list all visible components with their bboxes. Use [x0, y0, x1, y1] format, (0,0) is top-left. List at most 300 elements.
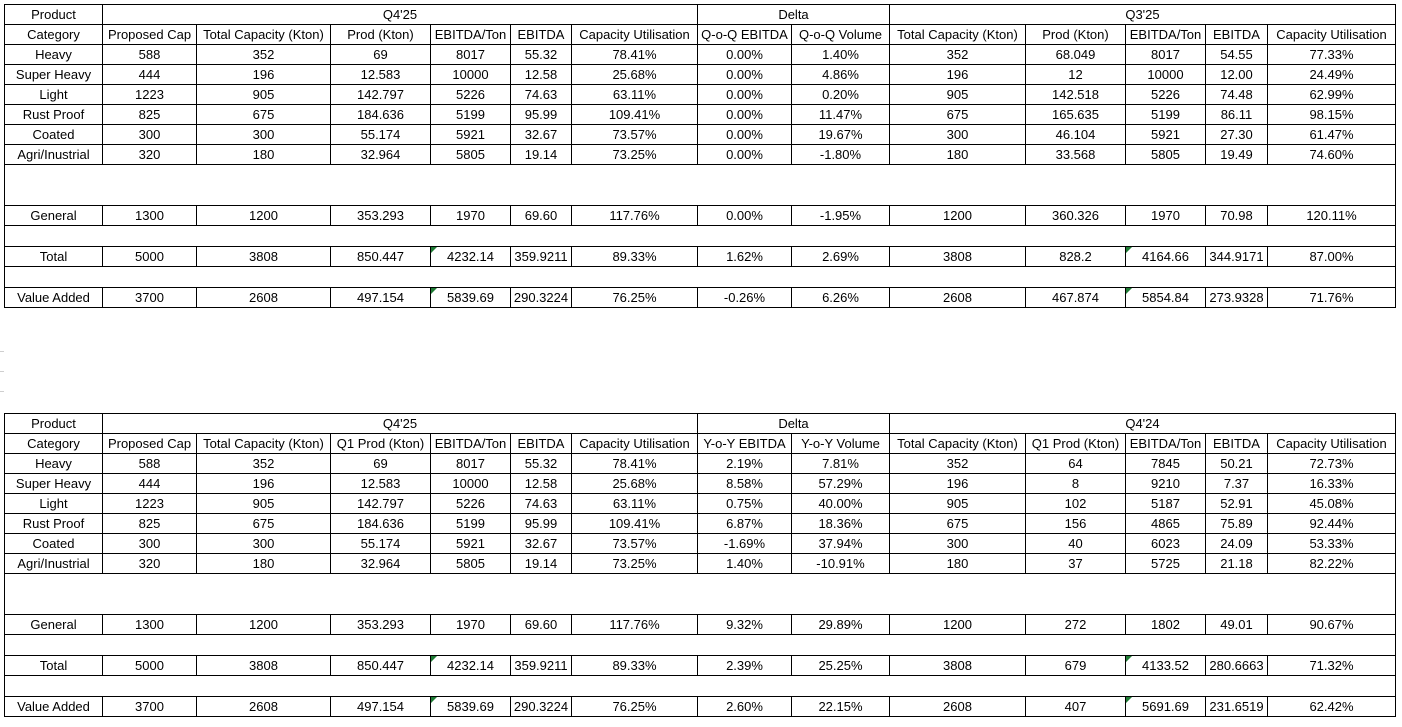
value-cell[interactable]: 905 — [890, 85, 1026, 105]
value-cell[interactable]: 9210 — [1126, 474, 1206, 494]
value-cell[interactable]: 905 — [890, 494, 1026, 514]
summary-label[interactable]: Value Added — [5, 288, 103, 308]
value-cell[interactable]: 196 — [890, 474, 1026, 494]
value-cell[interactable]: 53.33% — [1268, 534, 1396, 554]
value-cell[interactable]: 352 — [197, 45, 331, 65]
summary-value[interactable]: 1300 — [103, 206, 197, 226]
value-cell[interactable]: 50.21 — [1206, 454, 1268, 474]
value-cell[interactable]: 10000 — [1126, 65, 1206, 85]
value-cell[interactable]: 180 — [890, 145, 1026, 165]
category-cell[interactable]: Super Heavy — [5, 65, 103, 85]
value-cell[interactable]: 7.37 — [1206, 474, 1268, 494]
summary-value[interactable]: 407 — [1026, 697, 1126, 717]
column-header[interactable]: EBITDA/Ton — [431, 25, 511, 45]
value-cell[interactable]: 40.00% — [792, 494, 890, 514]
summary-value[interactable]: 5000 — [103, 247, 197, 267]
column-header[interactable]: EBITDA — [1206, 434, 1268, 454]
summary-value[interactable]: 2608 — [890, 697, 1026, 717]
value-cell[interactable]: 5199 — [431, 105, 511, 125]
value-cell[interactable]: 78.41% — [572, 454, 698, 474]
value-cell[interactable]: 5199 — [1126, 105, 1206, 125]
column-header[interactable]: Prod (Kton) — [331, 25, 431, 45]
value-cell[interactable]: 19.67% — [792, 125, 890, 145]
value-cell[interactable]: 62.99% — [1268, 85, 1396, 105]
value-cell[interactable]: 109.41% — [572, 514, 698, 534]
value-cell[interactable]: 61.47% — [1268, 125, 1396, 145]
value-cell[interactable]: 0.00% — [698, 65, 792, 85]
column-header-row — [5, 25, 1396, 45]
value-cell[interactable]: 46.104 — [1026, 125, 1126, 145]
summary-value[interactable]: 49.01 — [1206, 615, 1268, 635]
summary-value[interactable]: 25.25% — [792, 656, 890, 676]
value-cell[interactable]: 675 — [197, 514, 331, 534]
summary-value[interactable]: 2.60% — [698, 697, 792, 717]
value-cell[interactable]: 196 — [197, 474, 331, 494]
product-label[interactable]: Product — [5, 5, 103, 25]
category-cell[interactable]: Rust Proof — [5, 105, 103, 125]
value-cell[interactable]: 352 — [197, 454, 331, 474]
value-cell[interactable]: 12 — [1026, 65, 1126, 85]
value-cell[interactable]: 825 — [103, 514, 197, 534]
column-header[interactable]: Total Capacity (Kton) — [890, 25, 1026, 45]
value-cell[interactable]: 5805 — [1126, 145, 1206, 165]
value-cell[interactable]: 12.583 — [331, 65, 431, 85]
value-cell[interactable]: 40 — [1026, 534, 1126, 554]
category-cell[interactable]: Rust Proof — [5, 514, 103, 534]
value-cell[interactable]: 12.58 — [511, 474, 572, 494]
value-cell[interactable]: 0.00% — [698, 45, 792, 65]
summary-value[interactable]: 4164.66 — [1126, 247, 1206, 267]
value-cell[interactable]: 5805 — [431, 145, 511, 165]
summary-value[interactable]: 69.60 — [511, 615, 572, 635]
value-cell[interactable]: 6023 — [1126, 534, 1206, 554]
value-cell[interactable]: 156 — [1026, 514, 1126, 534]
value-cell[interactable]: 300 — [103, 534, 197, 554]
value-cell[interactable]: 32.67 — [511, 125, 572, 145]
value-cell[interactable]: 102 — [1026, 494, 1126, 514]
value-cell[interactable]: 5805 — [431, 554, 511, 574]
summary-value[interactable]: 1.62% — [698, 247, 792, 267]
column-header[interactable]: EBITDA — [511, 25, 572, 45]
spacer-row — [5, 676, 1396, 697]
value-cell[interactable]: 300 — [197, 534, 331, 554]
value-cell[interactable]: 73.57% — [572, 534, 698, 554]
summary-value[interactable]: 497.154 — [331, 697, 431, 717]
summary-value[interactable]: 1300 — [103, 615, 197, 635]
summary-value[interactable]: 0.00% — [698, 206, 792, 226]
value-cell[interactable]: 1223 — [103, 85, 197, 105]
value-cell[interactable]: 196 — [890, 65, 1026, 85]
column-header[interactable]: Proposed Cap — [103, 25, 197, 45]
value-cell[interactable]: 25.68% — [572, 65, 698, 85]
summary-value[interactable]: 1200 — [890, 206, 1026, 226]
category-cell[interactable]: Agri/Inustrial — [5, 554, 103, 574]
column-header[interactable]: Q1 Prod (Kton) — [331, 434, 431, 454]
summary-value[interactable]: 62.42% — [1268, 697, 1396, 717]
value-cell[interactable]: 33.568 — [1026, 145, 1126, 165]
summary-value[interactable]: 117.76% — [572, 206, 698, 226]
value-cell[interactable]: 180 — [890, 554, 1026, 574]
value-cell[interactable]: 19.49 — [1206, 145, 1268, 165]
column-header[interactable]: Capacity Utilisation — [1268, 25, 1396, 45]
value-cell[interactable]: 18.36% — [792, 514, 890, 534]
value-cell[interactable]: 10000 — [431, 65, 511, 85]
value-cell[interactable]: 4.86% — [792, 65, 890, 85]
column-header[interactable]: Total Capacity (Kton) — [197, 434, 331, 454]
value-cell[interactable]: 675 — [890, 105, 1026, 125]
value-cell[interactable]: 2.19% — [698, 454, 792, 474]
value-cell[interactable]: 5187 — [1126, 494, 1206, 514]
value-cell[interactable]: 32.964 — [331, 554, 431, 574]
column-header[interactable]: Q-o-Q Volume — [792, 25, 890, 45]
summary-value[interactable]: 120.11% — [1268, 206, 1396, 226]
table-row — [5, 145, 1396, 165]
value-cell[interactable]: 95.99 — [511, 105, 572, 125]
value-cell[interactable]: 905 — [197, 85, 331, 105]
value-cell[interactable]: 32.964 — [331, 145, 431, 165]
value-cell[interactable]: 180 — [197, 554, 331, 574]
value-cell[interactable]: 74.60% — [1268, 145, 1396, 165]
summary-value[interactable]: 5000 — [103, 656, 197, 676]
summary-value[interactable]: -0.26% — [698, 288, 792, 308]
value-cell[interactable]: 825 — [103, 105, 197, 125]
column-header[interactable]: Total Capacity (Kton) — [890, 434, 1026, 454]
column-header[interactable]: Y-o-Y EBITDA — [698, 434, 792, 454]
summary-value[interactable]: 71.76% — [1268, 288, 1396, 308]
value-cell[interactable]: 8017 — [431, 454, 511, 474]
value-cell[interactable]: 300 — [890, 534, 1026, 554]
value-cell[interactable]: 75.89 — [1206, 514, 1268, 534]
summary-value[interactable]: 272 — [1026, 615, 1126, 635]
summary-label[interactable]: General — [5, 206, 103, 226]
value-cell[interactable]: 0.20% — [792, 85, 890, 105]
summary-label[interactable]: General — [5, 615, 103, 635]
value-cell[interactable]: 27.30 — [1206, 125, 1268, 145]
value-cell[interactable]: 352 — [890, 454, 1026, 474]
value-cell[interactable]: 55.174 — [331, 534, 431, 554]
value-cell[interactable]: 196 — [197, 65, 331, 85]
summary-value[interactable]: 22.15% — [792, 697, 890, 717]
summary-value[interactable]: 2.69% — [792, 247, 890, 267]
summary-value[interactable]: 3808 — [890, 656, 1026, 676]
value-cell[interactable]: -1.69% — [698, 534, 792, 554]
summary-value[interactable]: 4133.52 — [1126, 656, 1206, 676]
column-header[interactable]: EBITDA/Ton — [1126, 434, 1206, 454]
summary-value[interactable]: 76.25% — [572, 288, 698, 308]
value-cell[interactable]: 142.518 — [1026, 85, 1126, 105]
value-cell[interactable]: 19.14 — [511, 145, 572, 165]
summary-value[interactable]: 290.3224 — [511, 288, 572, 308]
value-cell[interactable]: 57.29% — [792, 474, 890, 494]
category-cell[interactable]: Coated — [5, 534, 103, 554]
summary-value[interactable]: 2608 — [197, 697, 331, 717]
spacer-row — [5, 165, 1396, 206]
value-cell[interactable]: 588 — [103, 454, 197, 474]
summary-value[interactable]: 6.26% — [792, 288, 890, 308]
value-cell[interactable]: 8.58% — [698, 474, 792, 494]
summary-value[interactable]: 3700 — [103, 697, 197, 717]
value-cell[interactable]: 5226 — [431, 85, 511, 105]
summary-value[interactable]: 9.32% — [698, 615, 792, 635]
value-cell[interactable]: 320 — [103, 145, 197, 165]
table-row — [5, 494, 1396, 514]
summary-value[interactable]: 5839.69 — [431, 697, 511, 717]
group-header-current[interactable]: Q4'25 — [103, 414, 698, 434]
category-cell[interactable]: Agri/Inustrial — [5, 145, 103, 165]
value-cell[interactable]: 5226 — [1126, 85, 1206, 105]
summary-value[interactable]: 87.00% — [1268, 247, 1396, 267]
summary-value[interactable]: 353.293 — [331, 615, 431, 635]
value-cell[interactable]: 588 — [103, 45, 197, 65]
value-cell[interactable]: 55.174 — [331, 125, 431, 145]
column-header[interactable]: Capacity Utilisation — [572, 434, 698, 454]
column-header[interactable]: Capacity Utilisation — [572, 25, 698, 45]
summary-label[interactable]: Total — [5, 247, 103, 267]
summary-value[interactable]: 3808 — [197, 247, 331, 267]
summary-value[interactable]: 71.32% — [1268, 656, 1396, 676]
value-cell[interactable]: 11.47% — [792, 105, 890, 125]
value-cell[interactable]: 184.636 — [331, 105, 431, 125]
value-cell[interactable]: 109.41% — [572, 105, 698, 125]
column-header[interactable]: EBITDA — [511, 434, 572, 454]
value-added-row — [5, 288, 1396, 308]
value-cell[interactable]: 4865 — [1126, 514, 1206, 534]
group-header-compare[interactable]: Q4'24 — [890, 414, 1396, 434]
value-cell[interactable]: 675 — [890, 514, 1026, 534]
category-cell[interactable]: Light — [5, 85, 103, 105]
value-cell[interactable]: 73.25% — [572, 145, 698, 165]
table-row — [5, 514, 1396, 534]
value-cell[interactable]: 37.94% — [792, 534, 890, 554]
spacer-cell — [5, 165, 1396, 206]
value-cell[interactable]: 300 — [197, 125, 331, 145]
summary-value[interactable]: 4232.14 — [431, 656, 511, 676]
summary-value[interactable]: 497.154 — [331, 288, 431, 308]
summary-value[interactable]: 70.98 — [1206, 206, 1268, 226]
value-cell[interactable]: 25.68% — [572, 474, 698, 494]
value-cell[interactable]: -1.80% — [792, 145, 890, 165]
group-header-current[interactable]: Q4'25 — [103, 5, 698, 25]
value-cell[interactable]: 63.11% — [572, 494, 698, 514]
category-cell[interactable]: Super Heavy — [5, 474, 103, 494]
value-cell[interactable]: 32.67 — [511, 534, 572, 554]
value-cell[interactable]: 12.583 — [331, 474, 431, 494]
value-cell[interactable]: 5199 — [431, 514, 511, 534]
column-header[interactable]: Proposed Cap — [103, 434, 197, 454]
summary-value[interactable]: 280.6663 — [1206, 656, 1268, 676]
value-cell[interactable]: 19.14 — [511, 554, 572, 574]
summary-value[interactable]: 359.9211 — [511, 247, 572, 267]
summary-value[interactable]: 359.9211 — [511, 656, 572, 676]
summary-value[interactable]: -1.95% — [792, 206, 890, 226]
group-header-delta[interactable]: Delta — [698, 414, 890, 434]
summary-value[interactable]: 2608 — [197, 288, 331, 308]
summary-value[interactable]: 3700 — [103, 288, 197, 308]
value-cell[interactable]: 82.22% — [1268, 554, 1396, 574]
summary-value[interactable]: 1200 — [890, 615, 1026, 635]
summary-value[interactable]: 76.25% — [572, 697, 698, 717]
value-cell[interactable]: 77.33% — [1268, 45, 1396, 65]
summary-value[interactable]: 344.9171 — [1206, 247, 1268, 267]
summary-value[interactable]: 231.6519 — [1206, 697, 1268, 717]
summary-value[interactable]: 1970 — [431, 615, 511, 635]
value-cell[interactable]: 24.49% — [1268, 65, 1396, 85]
column-header[interactable]: EBITDA/Ton — [431, 434, 511, 454]
column-header[interactable]: Prod (Kton) — [1026, 25, 1126, 45]
value-cell[interactable]: 12.00 — [1206, 65, 1268, 85]
product-label[interactable]: Product — [5, 414, 103, 434]
value-cell[interactable]: 300 — [890, 125, 1026, 145]
value-cell[interactable]: 78.41% — [572, 45, 698, 65]
category-cell[interactable]: Heavy — [5, 454, 103, 474]
value-cell[interactable]: 0.00% — [698, 105, 792, 125]
value-cell[interactable]: 21.18 — [1206, 554, 1268, 574]
value-cell[interactable]: 64 — [1026, 454, 1126, 474]
summary-value[interactable]: 290.3224 — [511, 697, 572, 717]
value-cell[interactable]: 5725 — [1126, 554, 1206, 574]
value-cell[interactable]: 69 — [331, 454, 431, 474]
value-cell[interactable]: 0.00% — [698, 125, 792, 145]
value-cell[interactable]: 54.55 — [1206, 45, 1268, 65]
group-header-delta[interactable]: Delta — [698, 5, 890, 25]
value-cell[interactable]: 63.11% — [572, 85, 698, 105]
value-cell[interactable]: 0.75% — [698, 494, 792, 514]
value-cell[interactable]: 444 — [103, 65, 197, 85]
summary-value[interactable]: 4232.14 — [431, 247, 511, 267]
summary-value[interactable]: 89.33% — [572, 247, 698, 267]
summary-value[interactable]: 1970 — [1126, 206, 1206, 226]
value-cell[interactable]: 7.81% — [792, 454, 890, 474]
column-header[interactable]: Capacity Utilisation — [1268, 434, 1396, 454]
column-header[interactable]: Q1 Prod (Kton) — [1026, 434, 1126, 454]
summary-value[interactable]: 2608 — [890, 288, 1026, 308]
summary-value[interactable]: 29.89% — [792, 615, 890, 635]
spreadsheet-table — [4, 4, 1396, 308]
value-cell[interactable]: 69 — [331, 45, 431, 65]
value-cell[interactable]: 675 — [197, 105, 331, 125]
summary-value[interactable]: 3808 — [197, 656, 331, 676]
value-cell[interactable]: 5226 — [431, 494, 511, 514]
value-cell[interactable]: 6.87% — [698, 514, 792, 534]
value-cell[interactable]: 142.797 — [331, 85, 431, 105]
summary-value[interactable]: 89.33% — [572, 656, 698, 676]
value-cell[interactable]: 68.049 — [1026, 45, 1126, 65]
value-cell[interactable]: -10.91% — [792, 554, 890, 574]
column-header[interactable]: EBITDA — [1206, 25, 1268, 45]
column-header[interactable]: Y-o-Y Volume — [792, 434, 890, 454]
value-cell[interactable]: 5921 — [431, 534, 511, 554]
summary-value[interactable]: 5691.69 — [1126, 697, 1206, 717]
general-row — [5, 615, 1396, 635]
summary-label[interactable]: Value Added — [5, 697, 103, 717]
summary-value[interactable]: 3808 — [890, 247, 1026, 267]
value-cell[interactable]: 320 — [103, 554, 197, 574]
column-header[interactable]: Total Capacity (Kton) — [197, 25, 331, 45]
value-cell[interactable]: 74.48 — [1206, 85, 1268, 105]
value-cell[interactable]: 142.797 — [331, 494, 431, 514]
summary-value[interactable]: 117.76% — [572, 615, 698, 635]
value-cell[interactable]: 10000 — [431, 474, 511, 494]
value-cell[interactable]: 165.635 — [1026, 105, 1126, 125]
value-cell[interactable]: 0.00% — [698, 145, 792, 165]
category-cell[interactable]: Light — [5, 494, 103, 514]
value-cell[interactable]: 55.32 — [511, 454, 572, 474]
value-cell[interactable]: 74.63 — [511, 494, 572, 514]
value-cell[interactable]: 92.44% — [1268, 514, 1396, 534]
value-cell[interactable]: 24.09 — [1206, 534, 1268, 554]
value-cell[interactable]: 300 — [103, 125, 197, 145]
summary-value[interactable]: 5839.69 — [431, 288, 511, 308]
summary-value[interactable]: 1802 — [1126, 615, 1206, 635]
value-cell[interactable]: 86.11 — [1206, 105, 1268, 125]
summary-value[interactable]: 1200 — [197, 206, 331, 226]
value-cell[interactable]: 12.58 — [511, 65, 572, 85]
value-cell[interactable]: 7845 — [1126, 454, 1206, 474]
general-row — [5, 206, 1396, 226]
summary-value[interactable]: 679 — [1026, 656, 1126, 676]
value-cell[interactable]: 184.636 — [331, 514, 431, 534]
spacer-cell — [5, 226, 1396, 247]
value-cell[interactable]: 37 — [1026, 554, 1126, 574]
summary-label[interactable]: Total — [5, 656, 103, 676]
value-cell[interactable]: 1.40% — [792, 45, 890, 65]
value-cell[interactable]: 95.99 — [511, 514, 572, 534]
summary-value[interactable]: 2.39% — [698, 656, 792, 676]
value-cell[interactable]: 98.15% — [1268, 105, 1396, 125]
category-cell[interactable]: Coated — [5, 125, 103, 145]
category-cell[interactable]: Heavy — [5, 45, 103, 65]
summary-value[interactable]: 90.67% — [1268, 615, 1396, 635]
summary-value[interactable]: 1970 — [431, 206, 511, 226]
category-label[interactable]: Category — [5, 25, 103, 45]
value-cell[interactable]: 5921 — [431, 125, 511, 145]
column-header[interactable]: EBITDA/Ton — [1126, 25, 1206, 45]
summary-value[interactable]: 828.2 — [1026, 247, 1126, 267]
category-label[interactable]: Category — [5, 434, 103, 454]
summary-value[interactable]: 273.9328 — [1206, 288, 1268, 308]
summary-value[interactable]: 353.293 — [331, 206, 431, 226]
value-cell[interactable]: 8017 — [1126, 45, 1206, 65]
value-cell[interactable]: 72.73% — [1268, 454, 1396, 474]
column-header[interactable]: Q-o-Q EBITDA — [698, 25, 792, 45]
summary-value[interactable]: 69.60 — [511, 206, 572, 226]
value-cell[interactable]: 8017 — [431, 45, 511, 65]
value-cell[interactable]: 55.32 — [511, 45, 572, 65]
value-cell[interactable]: 73.57% — [572, 125, 698, 145]
value-cell[interactable]: 8 — [1026, 474, 1126, 494]
value-cell[interactable]: 444 — [103, 474, 197, 494]
value-cell[interactable]: 74.63 — [511, 85, 572, 105]
value-cell[interactable]: 180 — [197, 145, 331, 165]
group-header-compare[interactable]: Q3'25 — [890, 5, 1396, 25]
summary-value[interactable]: 467.874 — [1026, 288, 1126, 308]
value-cell[interactable]: 45.08% — [1268, 494, 1396, 514]
summary-value[interactable]: 5854.84 — [1126, 288, 1206, 308]
value-cell[interactable]: 52.91 — [1206, 494, 1268, 514]
value-cell[interactable]: 16.33% — [1268, 474, 1396, 494]
summary-value[interactable]: 850.447 — [331, 247, 431, 267]
value-cell[interactable]: 1223 — [103, 494, 197, 514]
value-cell[interactable]: 1.40% — [698, 554, 792, 574]
value-cell[interactable]: 5921 — [1126, 125, 1206, 145]
summary-value[interactable]: 850.447 — [331, 656, 431, 676]
value-cell[interactable]: 352 — [890, 45, 1026, 65]
summary-value[interactable]: 360.326 — [1026, 206, 1126, 226]
value-cell[interactable]: 905 — [197, 494, 331, 514]
value-cell[interactable]: 73.25% — [572, 554, 698, 574]
summary-value[interactable]: 1200 — [197, 615, 331, 635]
value-cell[interactable]: 0.00% — [698, 85, 792, 105]
